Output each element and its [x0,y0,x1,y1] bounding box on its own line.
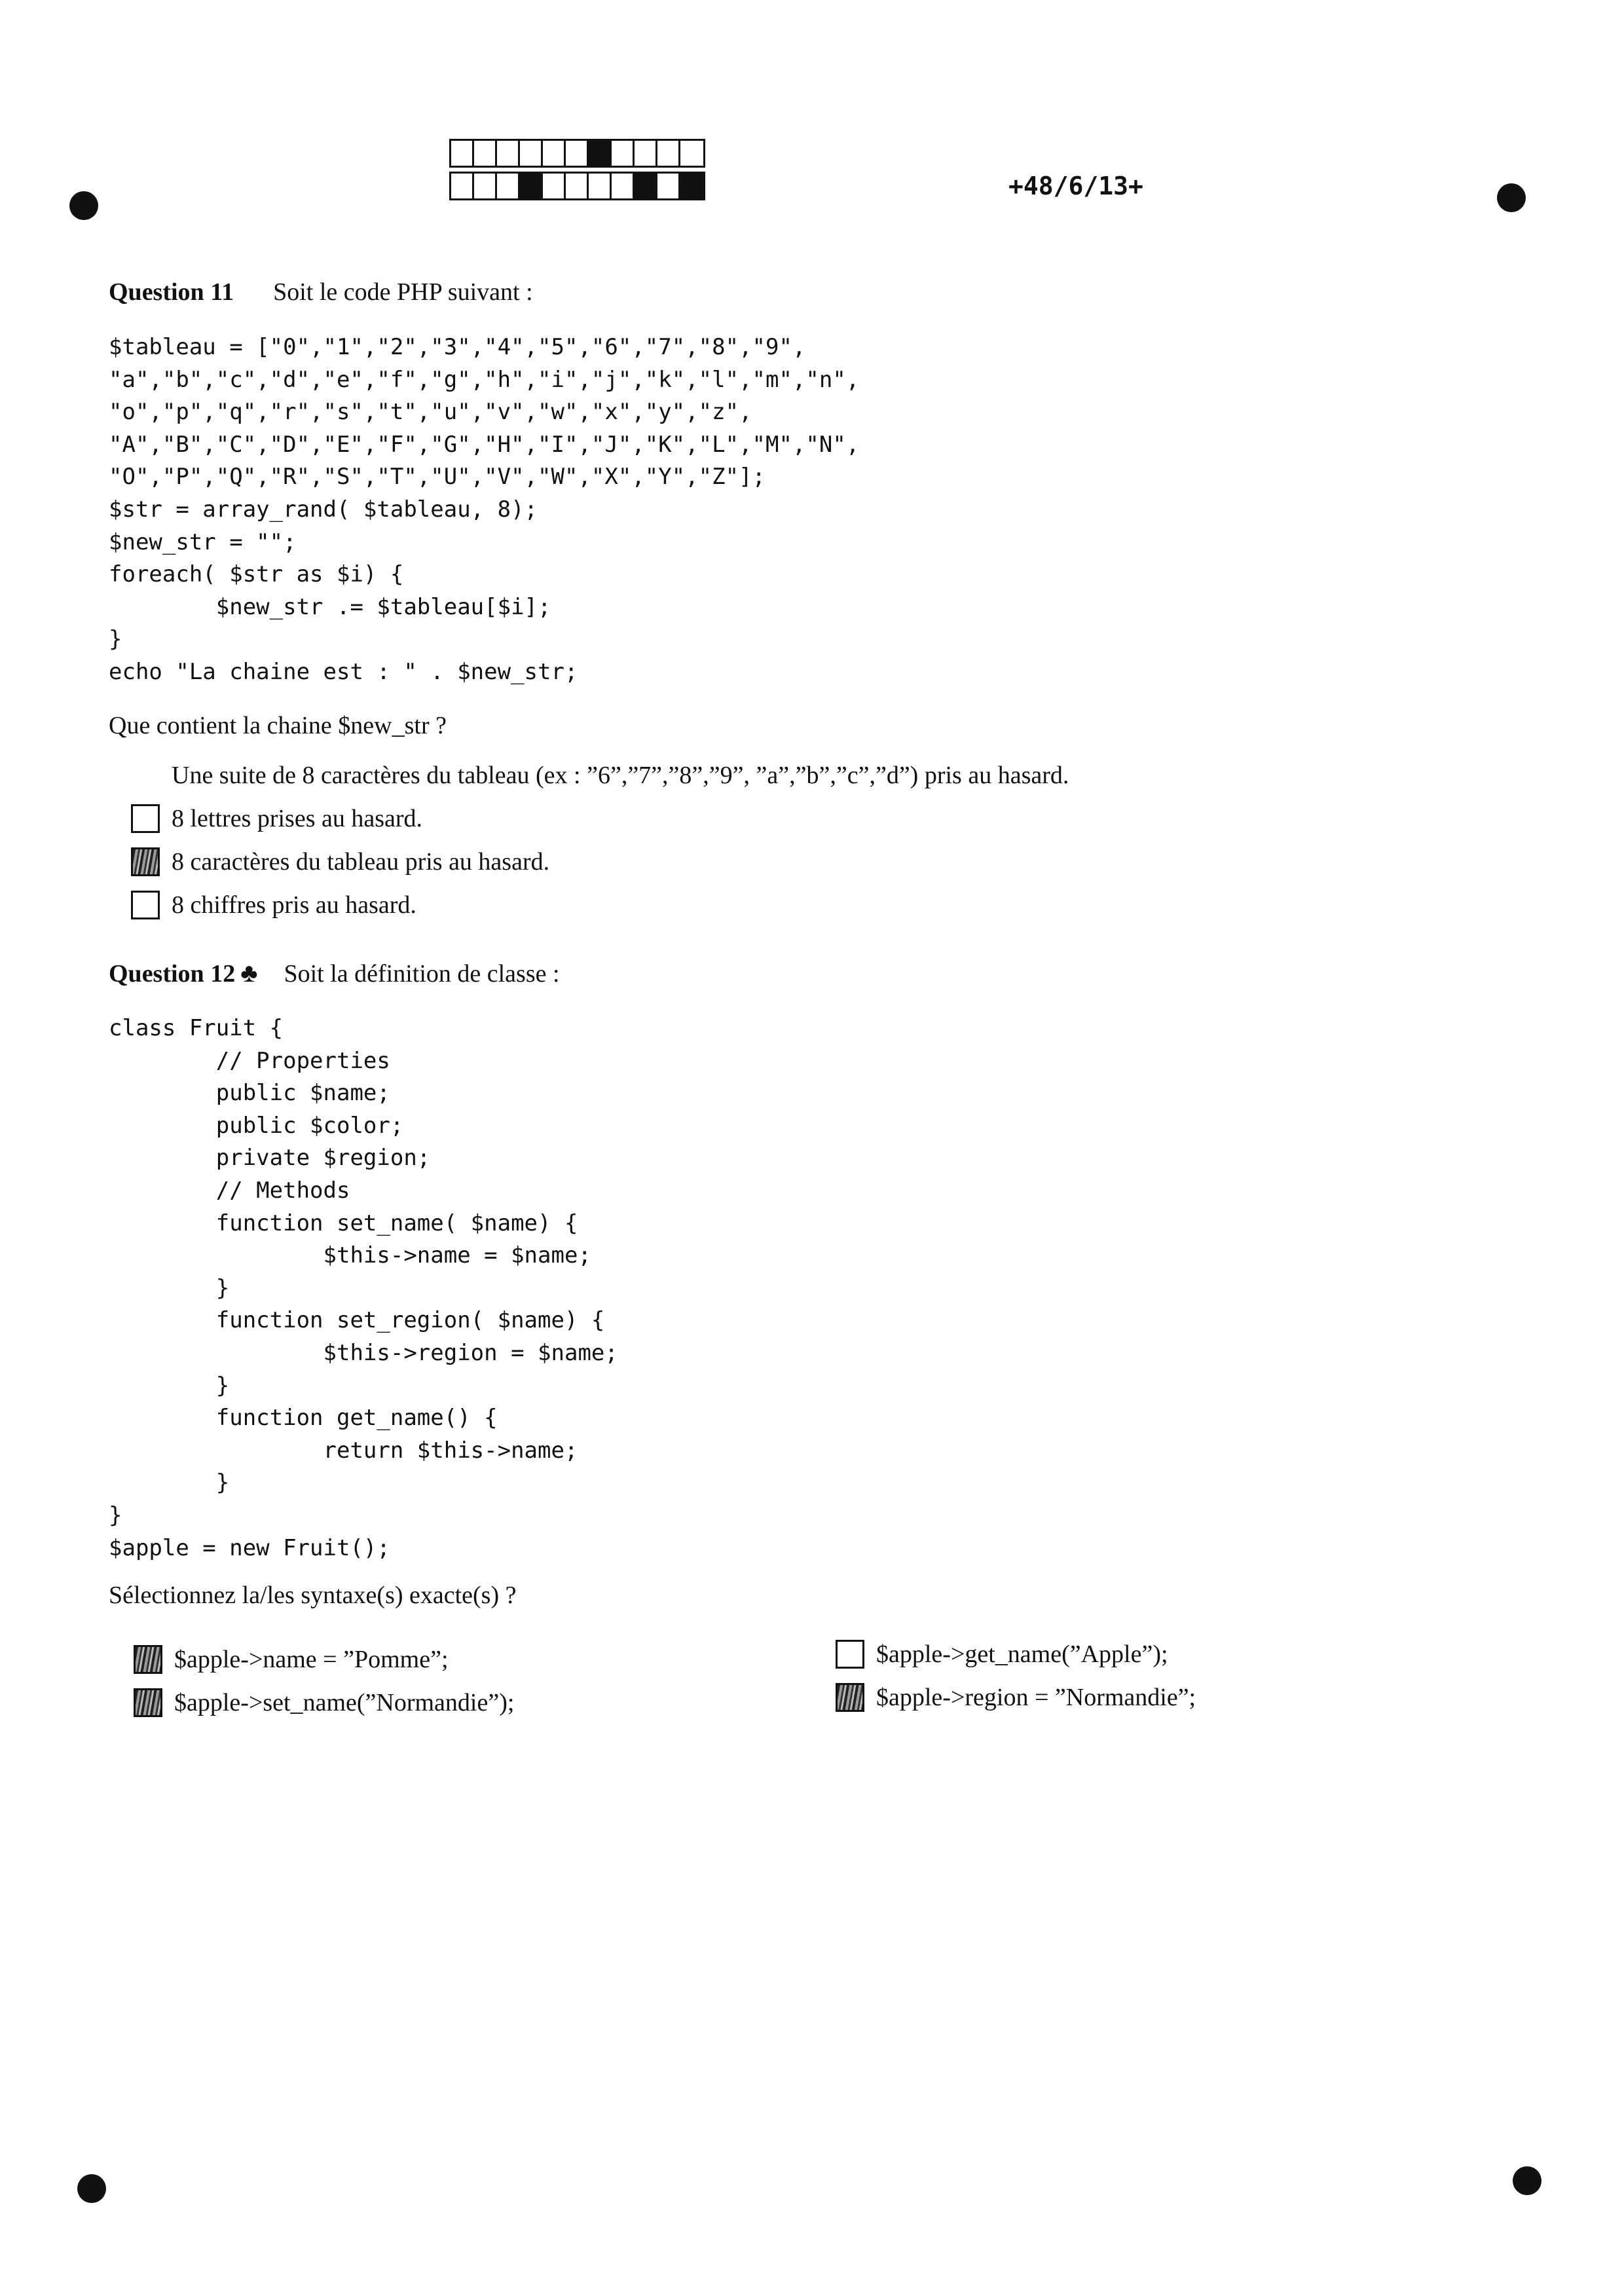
registration-mark-top-left [69,191,98,220]
q11-option-4-text: 8 chiffres pris au hasard. [172,891,416,919]
question-12-header [109,957,560,988]
question-11-header [109,278,533,306]
barcode-bottom-cell [543,174,566,198]
barcode-top-cell [657,141,680,166]
q11-option-1[interactable] [131,761,1069,790]
barcode-bottom [449,172,705,200]
q11-option-2-text: 8 lettres prises au hasard. [172,805,423,832]
barcode-bottom-cell [612,174,635,198]
registration-mark-bottom-right [1513,2166,1541,2195]
q11-option-3-text: 8 caractères du tableau pris au hasard. [172,848,550,876]
q12-option-3-checkbox[interactable] [836,1640,864,1669]
barcode-bottom-cell [635,174,657,198]
q12-option-3-text: $apple->get_name(”Apple”); [876,1640,1168,1668]
q12-option-4-text: $apple->region = ”Normandie”; [876,1684,1196,1711]
registration-mark-bottom-left [77,2174,106,2203]
q12-option-2[interactable] [134,1688,514,1717]
q12-option-3[interactable] [836,1640,1168,1669]
barcode-top [449,139,705,168]
q11-option-2[interactable] [131,804,422,833]
question-12-prompt: Sélectionnez la/les syntaxe(s) exacte(s) ? [109,1582,517,1609]
q11-option-1-text: Une suite de 8 caractères du tableau (ex : ”6”,”7”,”8”,”9”, ”a”,”b”,”c”,”d”) pris au hasard. [172,762,1069,789]
q11-option-4-checkbox[interactable] [131,891,160,919]
question-11-intro: Soit le code PHP suivant : [273,278,533,306]
q12-option-1-text: $apple->name = ”Pomme”; [174,1646,449,1673]
barcode-top-cell [635,141,657,166]
barcode-top-cell [612,141,635,166]
barcode-top-cell [474,141,497,166]
club-icon: ♣ [240,958,258,988]
barcode-top-cell [589,141,612,166]
barcode-bottom-cell [520,174,543,198]
barcode-top-cell [520,141,543,166]
q12-option-4-checkbox[interactable] [836,1683,864,1712]
question-12-intro: Soit la définition de classe : [284,960,560,988]
q12-option-1-checkbox[interactable] [134,1645,162,1674]
barcode-bottom-cell [474,174,497,198]
q12-option-2-text: $apple->set_name(”Normandie”); [174,1689,515,1716]
question-12-code: class Fruit { // Properties public $name; public $color; private $region; // Methods function set_name( $name) { $this->name = $name; } function set_region( $name) { $this->region = $name; } function get_name() { return $this->name; } } $apple = new Fruit(); [109,1015,618,1561]
q11-option-2-checkbox[interactable] [131,804,160,833]
q11-option-3[interactable] [131,847,549,876]
question-12-label: Question 12 [109,960,236,988]
barcode-bottom-cell [589,174,612,198]
q11-option-4[interactable] [131,891,416,919]
page-id: +48/6/13+ [1008,172,1143,200]
barcode-top-cell [543,141,566,166]
question-11-label: Question 11 [109,278,234,306]
q12-option-4[interactable] [836,1683,1196,1712]
barcode-top-cell [497,141,520,166]
barcode-bottom-cell [497,174,520,198]
barcode-bottom-cell [657,174,680,198]
q11-option-1-checkbox[interactable] [131,761,160,790]
q11-option-3-checkbox[interactable] [131,847,160,876]
registration-mark-top-right [1497,183,1526,212]
barcode-bottom-cell [451,174,474,198]
barcode-top-cell [451,141,474,166]
barcode-top-cell [566,141,589,166]
barcode-bottom-cell [680,174,703,198]
question-11-code: $tableau = ["0","1","2","3","4","5","6","7","8","9", "a","b","c","d","e","f","g","h","i","j","k","l","m","n", "o","p","q","r","s","t","u","v","w","x","y","z", "A","B","C","D","E","F","G","H","I","J","K","L","M","N", "O","P","Q","R","S","T","U","V","W","X","Y","Z"]; $str = array_rand( $tableau, 8); $new_str = ""; foreach( $str as $i) { $new_str .= $tableau[$i]; } echo "La chaine est : " . $new_str; [109,334,860,685]
q12-option-1[interactable] [134,1645,449,1674]
question-11-prompt: Que contient la chaine $new_str ? [109,712,447,739]
barcode-bottom-cell [566,174,589,198]
q12-option-2-checkbox[interactable] [134,1688,162,1717]
barcode-top-cell [680,141,703,166]
